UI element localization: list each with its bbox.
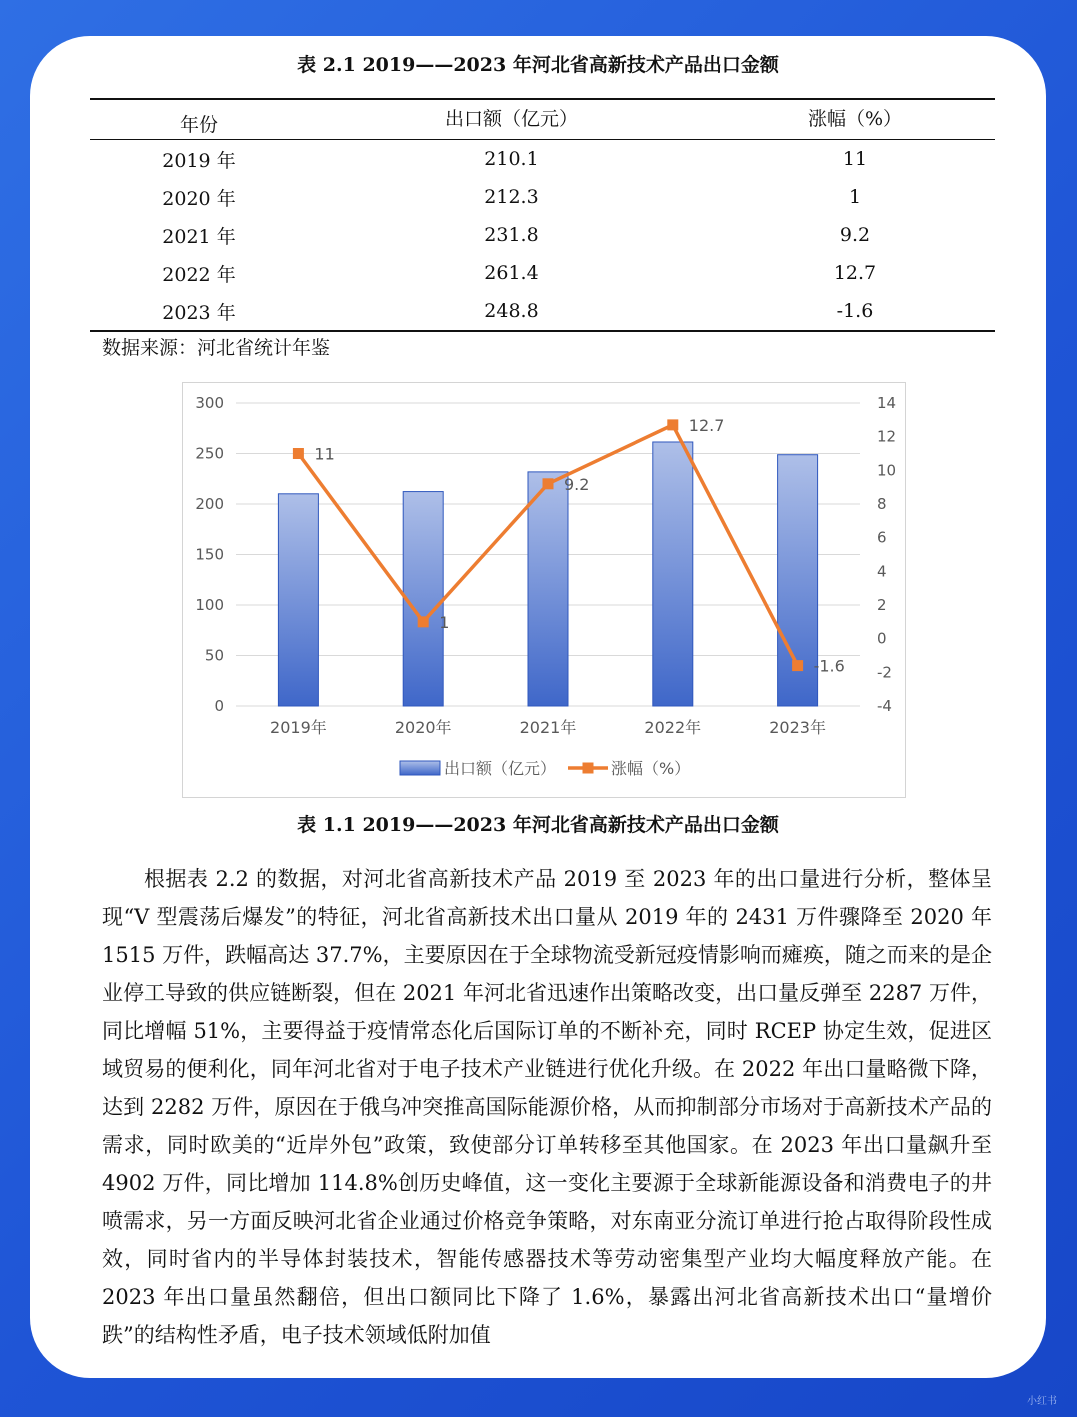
line-marker <box>418 616 429 627</box>
line-marker <box>543 478 554 489</box>
data-label: -1.6 <box>813 656 845 676</box>
x-tick-label: 2022年 <box>644 718 702 737</box>
bar <box>403 492 443 706</box>
y-right-tick-label: 0 <box>877 629 887 648</box>
data-label: 11 <box>314 444 335 464</box>
watermark: 小红书 <box>1027 1396 1057 1407</box>
line-marker <box>293 448 304 459</box>
data-label: 1 <box>439 612 450 632</box>
data-label: 9.2 <box>564 474 590 494</box>
cell-growth: 12.7 <box>833 262 877 284</box>
cell-growth: -1.6 <box>836 300 874 322</box>
header-growth: 涨幅（%） <box>807 108 903 130</box>
y-left-tick-label: 200 <box>195 495 224 513</box>
y-right-tick-label: 10 <box>877 461 897 480</box>
analysis-paragraph: 根据表 2.2 的数据，对河北省高新技术产品 2019 至 2023 年的出口量进行分析，整体呈现“V 型震荡后爆发”的特征，河北省高新技术出口量从 2019 年的 2431 万件骤降至 2020 年 1515 万件，跌幅高达 37.7%，主要原因在于全球物流受新冠疫情影响而瘫痪，随之而来的是企业停工导致的供应链断裂，但在 2021 年河北省迅速作出策略改变，出口量反弹至 2287 万件，同比增幅 51%，主要得益于疫情常态化后国际订单的不断补充，同时 RCEP 协定生效，促进区域贸易的便利化，同年河北省对于电子技术产业链进行优化升级。在 2022 年出口量略微下降，达到 2282 万件，原因在于俄乌冲突推高国际能源价格，从而抑制部分市场对于高新技术产品的需求，同时欧美的“近岸外包”政策，致使部分订单转移至其他国家。在 2023 年出口量飙升至 4902 万件，同比增加 114.8%创历史峰值，这一变化主要源于全球新能源设备和消费电子的井喷需求，另一方面反映河北省企业通过价格竞争策略，对东南亚分流订单进行抢占取得阶段性成效，同时省内的半导体封装技术，智能传感器技术等劳动密集型产业均大幅度释放产能。在 2023 年出口量虽然翻倍，但出口额同比下降了 1.6%，暴露出河北省高新技术出口“量增价跌”的结构性矛盾，电子技术领域低附加值 <box>102 867 992 1347</box>
data-label: 12.7 <box>688 415 725 435</box>
x-tick-label: 2020年 <box>394 718 452 737</box>
bar <box>653 442 693 706</box>
y-right-tick-label: 8 <box>877 495 887 513</box>
y-right-tick-label: 6 <box>877 528 887 547</box>
cell-export: 231.8 <box>484 224 539 246</box>
combo-chart <box>182 382 906 798</box>
data-source-note: 数据来源：河北省统计年鉴 <box>102 337 331 359</box>
cell-year: 2023 年 <box>162 301 236 324</box>
cell-year: 2021 年 <box>162 225 236 248</box>
table-row <box>90 140 995 178</box>
cell-export: 210.1 <box>484 148 539 170</box>
y-left-tick-label: 300 <box>195 394 224 412</box>
x-tick-label: 2021年 <box>519 718 577 737</box>
cell-year: 2019 年 <box>162 149 236 172</box>
x-tick-label: 2023年 <box>769 718 826 737</box>
cell-year: 2022 年 <box>162 263 236 286</box>
legend-label: 涨幅（%） <box>611 759 691 778</box>
cell-export: 261.4 <box>484 262 539 284</box>
table-row <box>90 292 995 330</box>
y-right-tick-label: -4 <box>877 697 892 715</box>
chart-caption: 表 1.1 2019——2023 年河北省高新技术产品出口金额 <box>297 814 779 836</box>
y-left-tick-label: 0 <box>214 697 224 715</box>
legend-label: 出口额（亿元） <box>444 759 557 778</box>
y-right-tick-label: -2 <box>877 663 892 682</box>
bar <box>528 472 568 706</box>
table-row <box>90 216 995 254</box>
y-left-tick-label: 100 <box>195 596 224 614</box>
y-left-tick-label: 250 <box>195 444 224 463</box>
x-tick-label: 2019年 <box>270 718 327 737</box>
legend-bar-swatch <box>400 761 440 775</box>
y-right-tick-label: 12 <box>877 427 897 446</box>
cell-export: 248.8 <box>484 300 539 322</box>
bar <box>278 494 318 706</box>
line-marker <box>667 419 678 430</box>
cell-year: 2020 年 <box>162 187 236 210</box>
table-row <box>90 254 995 292</box>
y-left-tick-label: 50 <box>204 646 224 665</box>
table-header-row <box>90 100 995 140</box>
y-right-tick-label: 2 <box>877 596 887 614</box>
header-export: 出口额（亿元） <box>444 108 578 130</box>
y-right-tick-label: 4 <box>877 562 887 581</box>
y-left-tick-label: 150 <box>195 545 224 564</box>
document-card <box>30 36 1046 1378</box>
cell-growth: 1 <box>848 186 862 208</box>
export-table <box>90 98 995 332</box>
legend-line-marker <box>583 763 594 774</box>
cell-export: 212.3 <box>484 186 539 208</box>
line-marker <box>792 660 803 671</box>
cell-growth: 11 <box>842 148 868 170</box>
y-right-tick-label: 14 <box>877 394 897 412</box>
table-row <box>90 178 995 216</box>
header-year: 年份 <box>179 114 218 136</box>
table-title: 表 2.1 2019——2023 年河北省高新技术产品出口金额 <box>297 54 779 76</box>
cell-growth: 9.2 <box>839 224 871 246</box>
chart-canvas <box>183 383 905 797</box>
